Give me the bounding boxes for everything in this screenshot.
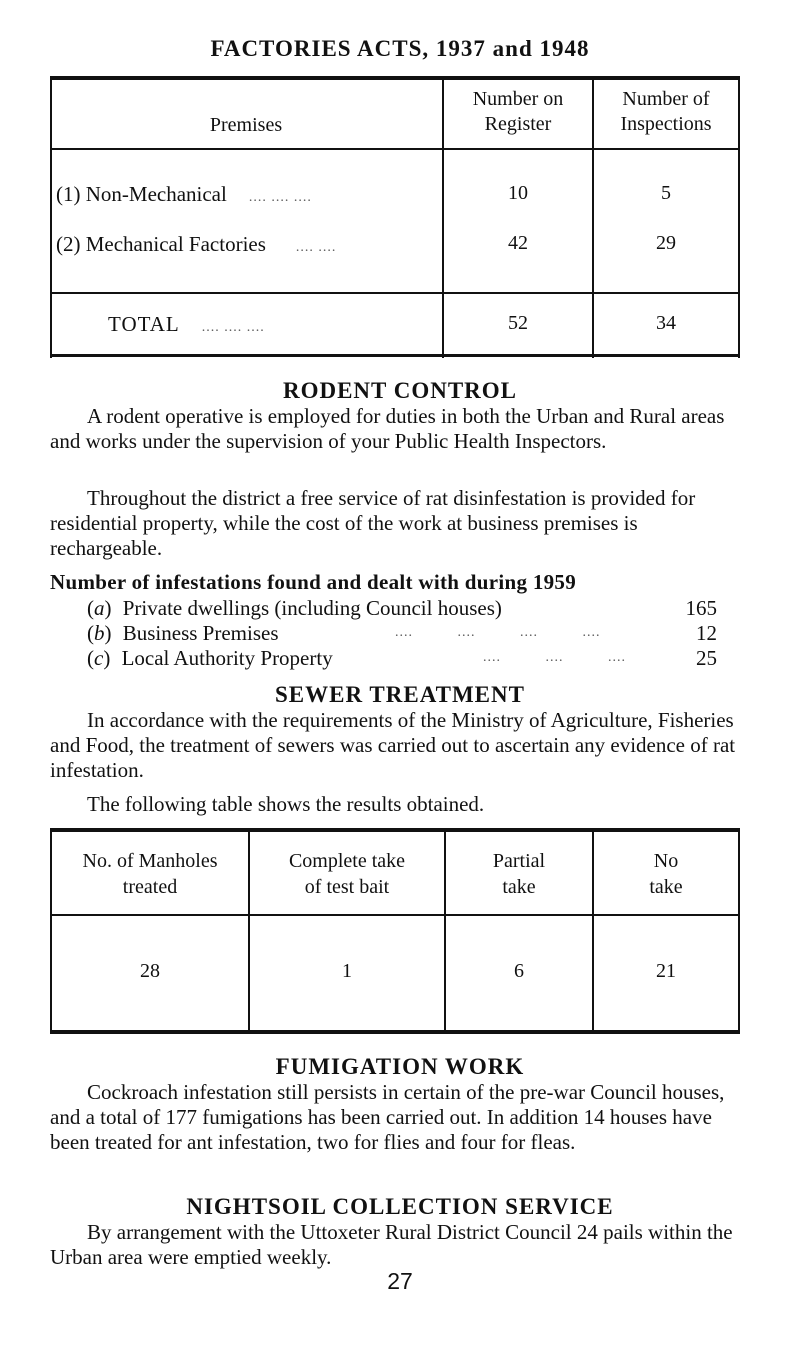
infestations-heading: Number of infestations found and dealt with during 1959 <box>50 570 577 594</box>
register-value: 10 <box>508 182 528 204</box>
header-manholes: No. of Manholes treated <box>82 850 218 898</box>
list-item: (b) Business Premises .... .... .... .... 12 <box>87 621 717 645</box>
partial-take-value: 6 <box>514 960 524 982</box>
inspections-value: 29 <box>656 232 676 254</box>
page-number: 27 <box>387 1268 413 1294</box>
factories-title: FACTORIES ACTS, 1937 and 1948 <box>210 36 590 61</box>
rodent-paragraph-2: Throughout the district a free service of rat disinfestation is provided for residential property, while the cost of the work at business premises is rechargeable. <box>50 486 696 560</box>
fumigation-paragraph: Cockroach infestation still persists in certain of the pre-war Council houses, and a total of 177 fumigations has been carried out. In addition 14 houses have been treated for ant infestation, two for flies and four for fleas. <box>50 1080 725 1154</box>
register-value: 42 <box>508 232 528 254</box>
rodent-heading: RODENT CONTROL <box>282 378 518 403</box>
inspections-value: 5 <box>661 182 671 204</box>
no-take-value: 21 <box>656 960 676 982</box>
list-item: (a) Private dwellings (including Council houses) 165 <box>87 596 717 620</box>
manholes-value: 28 <box>140 960 160 982</box>
header-complete-take: Complete take of test bait <box>288 850 406 898</box>
sewer-table <box>50 832 740 1034</box>
total-inspections-value: 34 <box>656 312 676 334</box>
infestation-count: 12 <box>696 621 717 645</box>
infestation-count: 165 <box>685 596 717 620</box>
infestation-count: 25 <box>696 646 717 670</box>
sewer-paragraph-1: In accordance with the requirements of the Ministry of Agriculture, Fisheries and Food, the treatment of sewers was carried out to ascertain any evidence of rat infestation. <box>50 708 736 782</box>
complete-take-value: 1 <box>342 960 352 982</box>
sewer-heading: SEWER TREATMENT <box>275 682 525 707</box>
total-label: TOTAL .... .... .... <box>108 312 265 336</box>
table-row-label: (1) Non-Mechanical .... .... .... <box>56 182 312 206</box>
table-row-label: (2) Mechanical Factories .... .... <box>56 232 337 256</box>
header-partial-take: Partial take <box>492 850 546 898</box>
list-item: (c) Local Authority Property .... .... .... 25 <box>87 646 717 670</box>
nightsoil-heading: NIGHTSOIL COLLECTION SERVICE <box>186 1194 614 1219</box>
header-register: Number on Register <box>472 88 564 135</box>
header-inspections: Number of Inspections <box>620 88 712 135</box>
header-no-take: No take <box>649 850 683 898</box>
sewer-paragraph-2: The following table shows the results obtained. <box>87 792 485 816</box>
total-register-value: 52 <box>508 312 528 334</box>
header-premises: Premises <box>209 114 283 136</box>
factories-table <box>50 80 740 358</box>
fumigation-heading: FUMIGATION WORK <box>275 1054 525 1079</box>
nightsoil-paragraph: By arrangement with the Uttoxeter Rural District Council 24 pails within the Urban area were emptied weekly. <box>50 1220 733 1269</box>
rodent-paragraph-1: A rodent operative is employed for duties in both the Urban and Rural areas and works under the supervision of your Public Health Inspectors. <box>50 404 725 453</box>
